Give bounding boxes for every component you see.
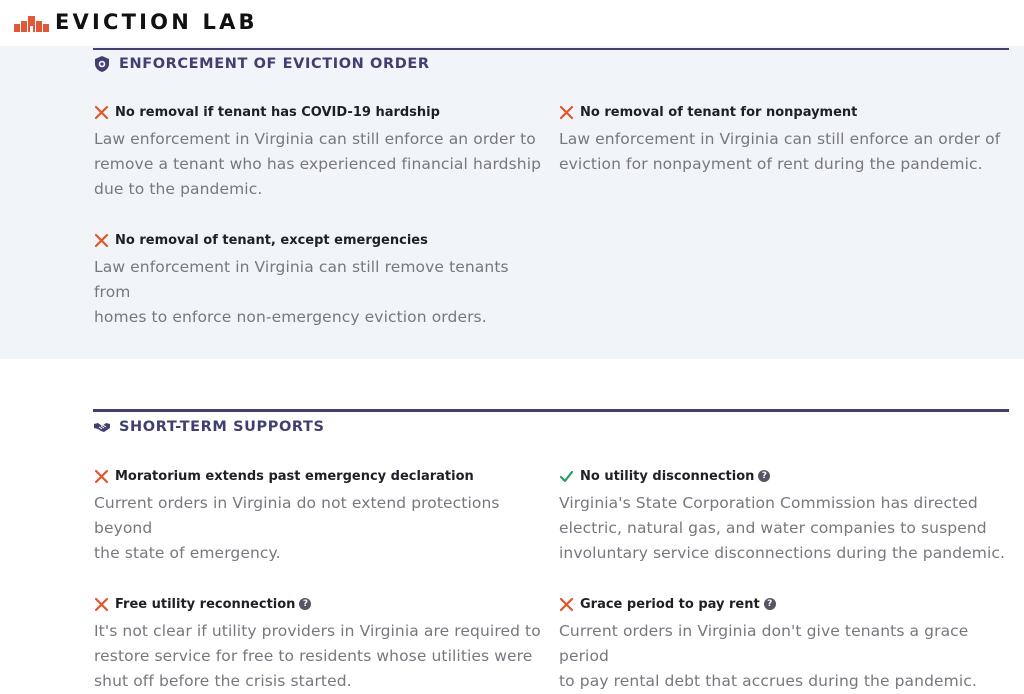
site-header: [0, 0, 1024, 46]
check-mark-icon: [559, 469, 574, 484]
policy-description: [559, 619, 1009, 694]
description-line: electric, natural gas, and water companies to suspend: [559, 519, 987, 537]
x-mark-icon: [94, 105, 109, 120]
description-line: Law enforcement in Virginia can still enforce an order of: [559, 130, 1001, 148]
policy-item: [559, 466, 1014, 566]
x-mark-icon: [559, 105, 574, 120]
x-mark-icon: [94, 469, 109, 484]
policy-item: [94, 466, 544, 566]
help-icon[interactable]: ?: [758, 470, 770, 482]
description-line: remove a tenant who has experienced financial hardship: [94, 155, 542, 173]
policy-item: [94, 102, 544, 202]
description-line: Law enforcement in Virginia can still enforce an order to: [94, 130, 536, 148]
description-line: eviction for nonpayment of rent during the pandemic.: [559, 155, 983, 173]
section-divider: [93, 48, 1009, 50]
policy-title: No removal of tenant for nonpayment: [580, 104, 858, 120]
description-line: Virginia's State Corporation Commission has directed: [559, 494, 978, 512]
policy-item: [559, 102, 1009, 177]
description-line: It's not clear if utility providers in Virginia are required to: [94, 622, 541, 640]
policy-description: [559, 127, 1009, 177]
section-divider: [93, 409, 1009, 412]
policy-description: [94, 127, 544, 202]
logo-text: EVICTION LAB: [55, 10, 258, 34]
logo-bars-icon: [14, 12, 50, 32]
policy-title: Free utility reconnection: [115, 596, 296, 612]
section-title-label: ENFORCEMENT OF EVICTION ORDER: [119, 56, 430, 72]
policy-description: [94, 491, 544, 566]
description-line: Current orders in Virginia don't give tenants a grace period: [559, 622, 969, 665]
description-line: due to the pandemic.: [94, 180, 263, 198]
policy-title: No removal if tenant has COVID-19 hardship: [115, 104, 440, 120]
policy-item: [94, 594, 544, 694]
policy-title: Grace period to pay rent: [580, 596, 760, 612]
policy-item: [559, 594, 1009, 694]
shield-icon: [93, 55, 111, 73]
description-line: shut off before the crisis started.: [94, 672, 352, 690]
policy-item: [94, 230, 544, 330]
description-line: involuntary service disconnections during the pandemic.: [559, 544, 1006, 562]
help-icon[interactable]: ?: [299, 598, 311, 610]
policy-title: No removal of tenant, except emergencies: [115, 232, 428, 248]
section-title-short-term-supports: [93, 415, 325, 439]
policy-description: [559, 491, 1014, 566]
policy-description: [94, 255, 544, 330]
description-line: to pay rental debt that accrues during the pandemic.: [559, 672, 977, 690]
eviction-lab-logo[interactable]: [14, 9, 258, 35]
section-title-enforcement: [93, 52, 430, 76]
handshake-icon: [93, 418, 111, 436]
x-mark-icon: [94, 233, 109, 248]
policy-description: [94, 619, 544, 694]
description-line: restore service for free to residents whose utilities were: [94, 647, 533, 665]
description-line: Current orders in Virginia do not extend protections beyond: [94, 494, 500, 537]
description-line: homes to enforce non-emergency eviction orders.: [94, 308, 487, 326]
section-title-label: SHORT-TERM SUPPORTS: [119, 419, 325, 435]
x-mark-icon: [559, 597, 574, 612]
description-line: the state of emergency.: [94, 544, 281, 562]
policy-title: Moratorium extends past emergency declaration: [115, 468, 474, 484]
x-mark-icon: [94, 597, 109, 612]
description-line: Law enforcement in Virginia can still remove tenants from: [94, 258, 509, 301]
help-icon[interactable]: ?: [764, 598, 776, 610]
policy-title: No utility disconnection: [580, 468, 755, 484]
